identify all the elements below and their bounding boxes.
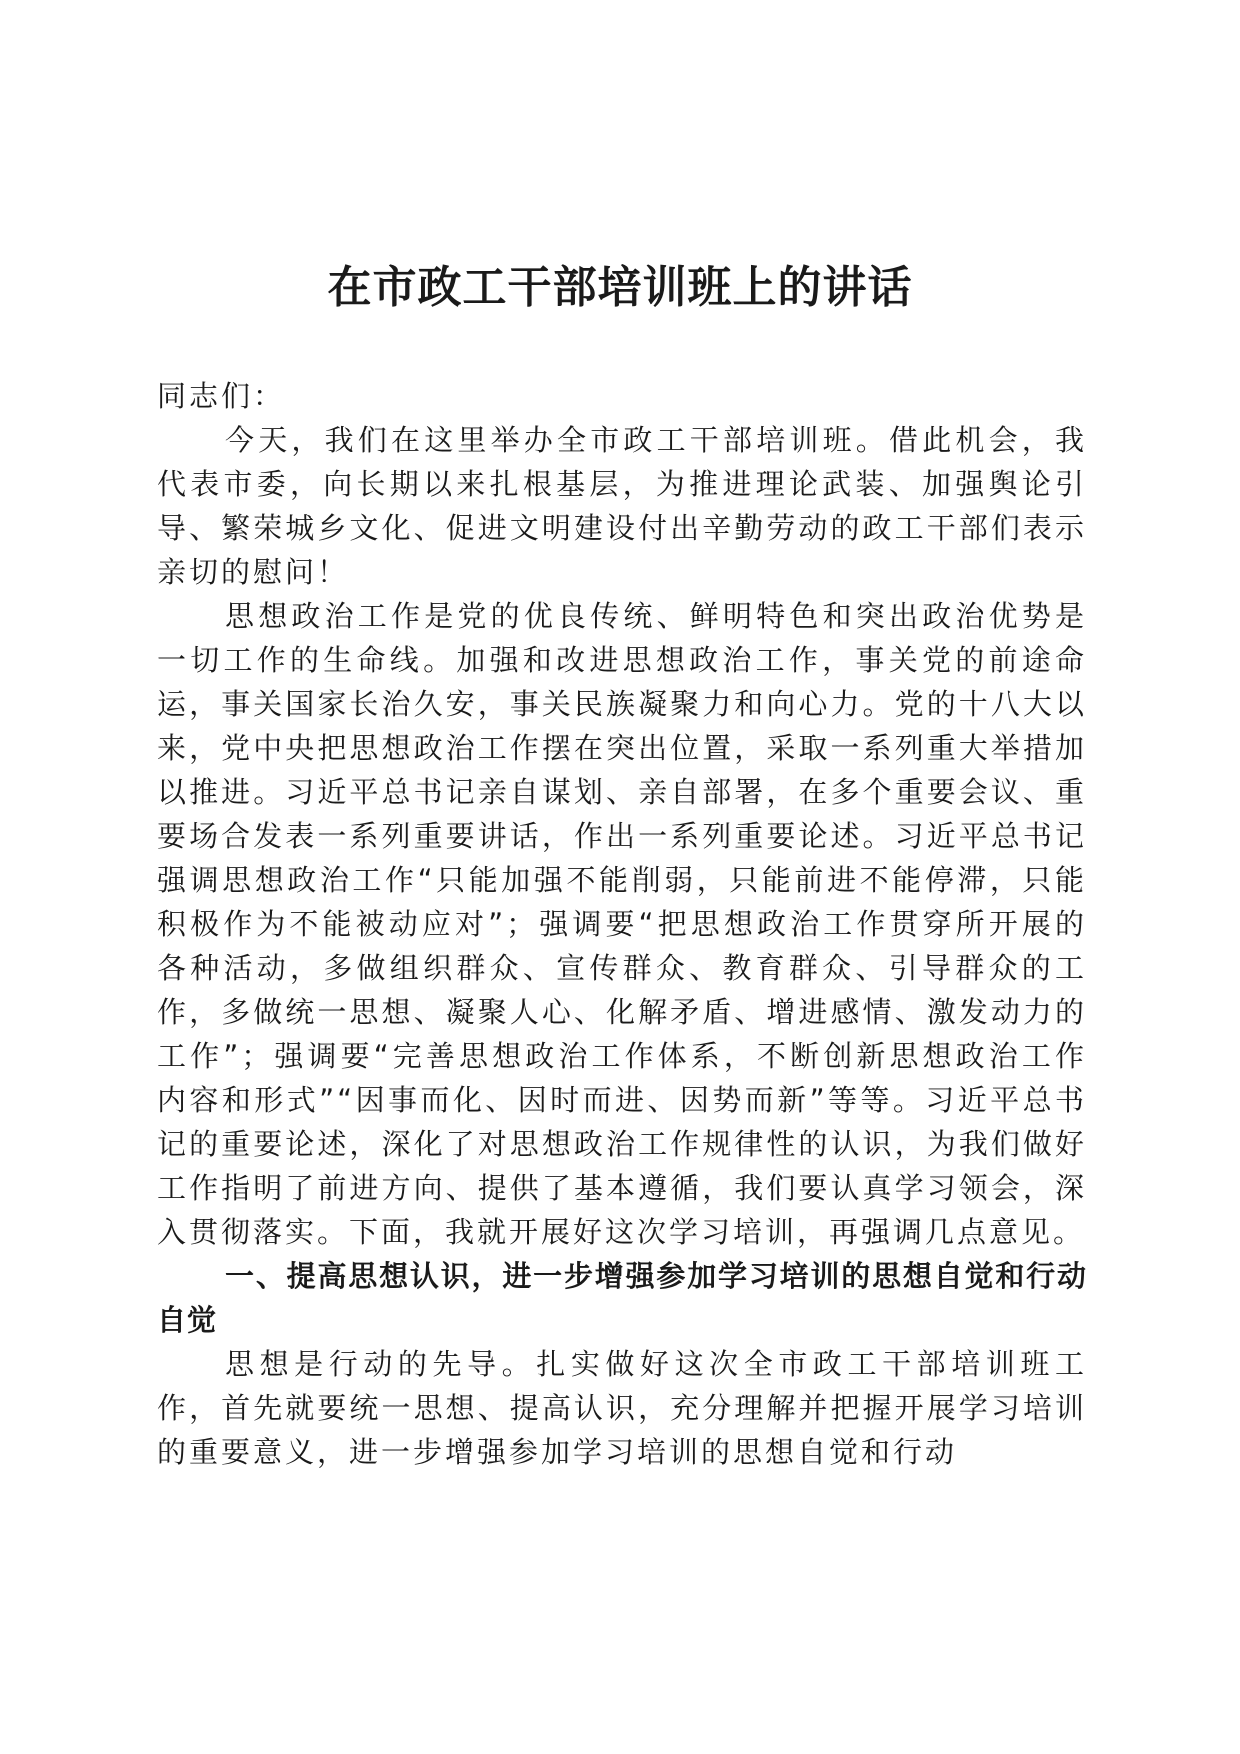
paragraph-importance: 思想政治工作是党的优良传统、鲜明特色和突出政治优势是一切工作的生命线。加强和改进思想政治工作，事关党的前途命运，事关国家长治久安，事关民族凝聚力和向心力。党的十八大以来，党中央把思想政治工作摆在突出位置，采取一系列重大举措加以推进。习近平总书记亲自谋划、亲自部署，在多个重要会议、重要场合发表一系列重要讲话，作出一系列重要论述。习近平总书记强调思想政治工作“只能加强不能削弱，只能前进不能停滞，只能积极作为不能被动应对”；强调要“把思想政治工作贯穿所开展的各种活动，多做组织群众、宣传群众、教育群众、引导群众的工作，多做统一思想、凝聚人心、化解矛盾、增进感情、激发动力的工作”；强调要“完善思想政治工作体系，不断创新思想政治工作内容和形式”“因事而化、因时而进、因势而新”等等。习近平总书记的重要论述，深化了对思想政治工作规律性的认识，为我们做好工作指明了前进方向、提供了基本遵循，我们要认真学习领会，深入贯彻落实。下面，我就开展好这次学习培训，再强调几点意见。 [157, 599, 1087, 1249]
section-heading-1: 一、提高思想认识，进一步增强参加学习培训的思想自觉和行动自觉 [157, 1259, 1087, 1337]
document-body [157, 374, 1087, 1474]
paragraph-greeting: 今天，我们在这里举办全市政工干部培训班。借此机会，我代表市委，向长期以来扎根基层，为推进理论武装、加强舆论引导、繁荣城乡文化、促进文明建设付出辛勤劳动的政工干部们表示亲切的慰问！ [157, 423, 1087, 589]
paragraph-section-1: 思想是行动的先导。扎实做好这次全市政工干部培训班工作，首先就要统一思想、提高认识，充分理解并把握开展学习培训的重要意义，进一步增强参加学习培训的思想自觉和行动 [157, 1347, 1087, 1469]
document-title: 在市政工干部培训班上的讲话 [327, 262, 913, 313]
salutation: 同志们： [157, 379, 286, 413]
